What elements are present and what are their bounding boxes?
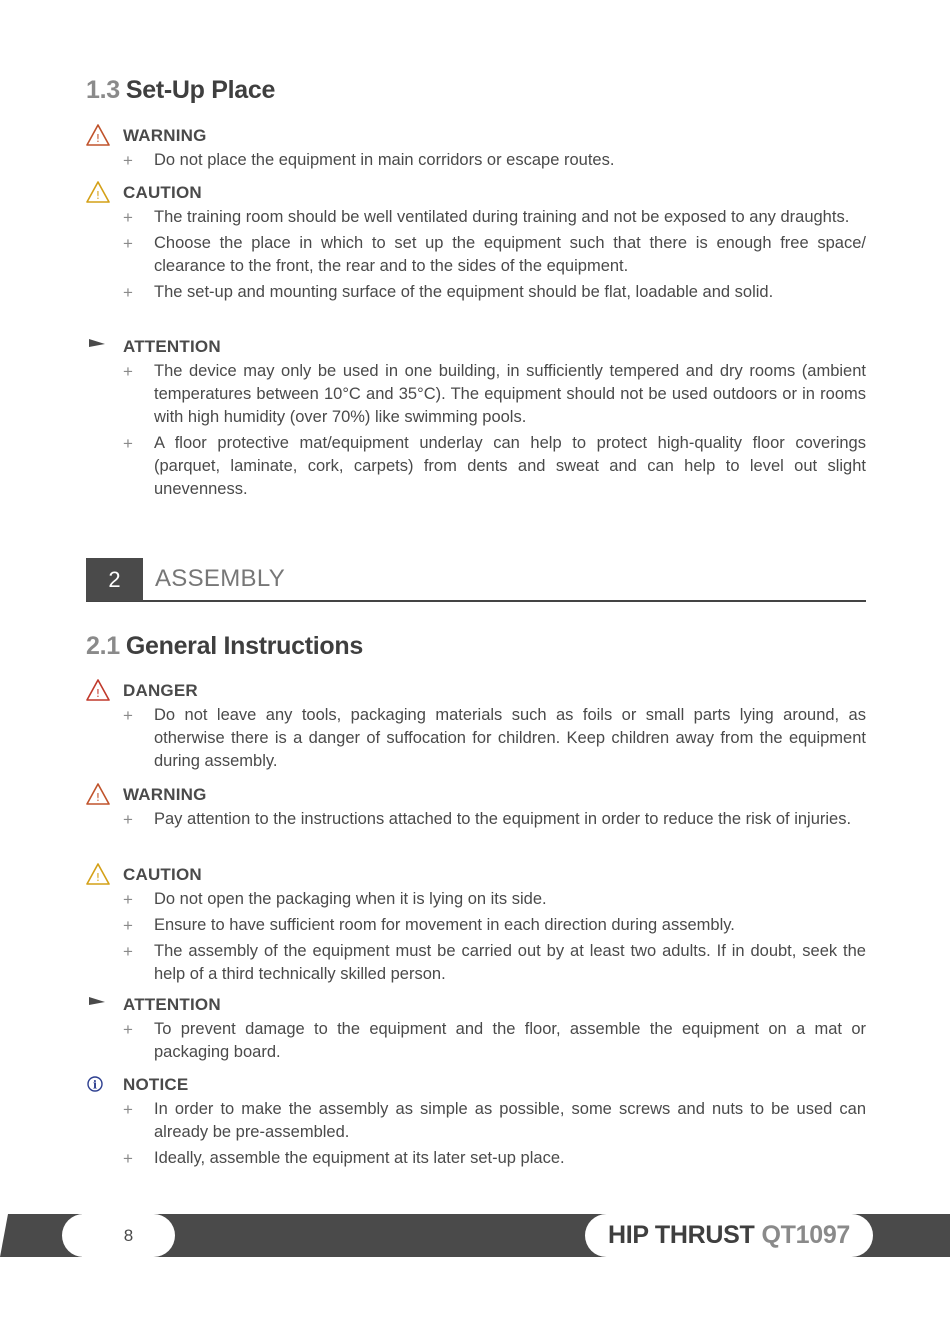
warning-triangle-icon <box>86 783 110 805</box>
plus-icon: + <box>123 362 133 381</box>
list-item: + The assembly of the equipment must be carried out by at least two adults. If in doubt, seek the help of a third technically skilled person. <box>123 942 866 983</box>
list-item: + Do not open the packaging when it is lying on its side. <box>123 890 547 909</box>
svg-text:!: ! <box>95 189 101 202</box>
list-item: + To prevent damage to the equipment and the floor, assemble the equipment on a mat or packaging board. <box>123 1020 866 1061</box>
notice-label: WARNING <box>123 785 207 804</box>
list-item: + Do not leave any tools, packaging materials such as foils or small parts lying around, as otherwise there is a danger of suffocation for children. Keep children away from the equipment during assembly. <box>123 706 866 770</box>
section-number: 1.3 <box>86 76 120 104</box>
plus-icon: + <box>123 283 133 302</box>
plus-icon: + <box>123 234 133 253</box>
bullet-list <box>123 206 866 304</box>
svg-text:!: ! <box>95 871 101 884</box>
product-name: HIP THRUST <box>607 1221 755 1249</box>
section-heading-1-3 <box>86 76 275 105</box>
list-item: + Pay attention to the instructions attached to the equipment in order to reduce the risk of injuries. <box>123 810 852 829</box>
section-heading-2-1 <box>86 632 363 661</box>
warning-triangle-icon <box>86 863 110 885</box>
svg-text:!: ! <box>95 687 101 700</box>
bullet-list <box>123 1018 866 1064</box>
chapter-number: 2 <box>86 558 143 601</box>
bullet-list <box>123 808 866 831</box>
bullet-list <box>123 149 866 172</box>
list-item: + Ensure to have sufficient room for movement in each direction during assembly. <box>123 916 735 935</box>
plus-icon: + <box>123 1100 133 1119</box>
caution-block <box>86 865 866 989</box>
notice-label: WARNING <box>123 126 207 145</box>
bullet-list <box>123 1098 866 1170</box>
svg-text:!: ! <box>95 132 101 145</box>
caution-block <box>86 183 866 307</box>
notice-label: CAUTION <box>123 865 202 884</box>
warning-block <box>86 785 866 834</box>
plus-icon: + <box>123 916 133 935</box>
plus-icon: + <box>123 942 133 961</box>
section-number: 2.1 <box>86 632 120 660</box>
bullet-list <box>123 360 866 501</box>
warning-block <box>86 126 866 175</box>
list-item: + Do not place the equipment in main corridors or escape routes. <box>123 151 615 170</box>
notice-label: ATTENTION <box>123 337 221 356</box>
list-item: + The training room should be well ventilated during training and not be exposed to any draughts. <box>123 208 850 227</box>
notice-label: NOTICE <box>123 1075 189 1094</box>
danger-block <box>86 681 866 776</box>
plus-icon: + <box>123 434 133 453</box>
plus-icon: + <box>123 151 133 170</box>
warning-triangle-icon <box>86 124 110 146</box>
svg-text:!: ! <box>95 791 101 804</box>
flag-pennant-icon <box>86 993 110 1015</box>
list-item: + A floor protective mat/equipment underlay can help to protect high-quality floor coverings (parquet, laminate, cork, carpets) from dents and sweat and can help to level out slight unevenness. <box>123 434 866 498</box>
list-item: + In order to make the assembly as simple as possible, some screws and nuts to be used can already be pre-assembled. <box>123 1100 866 1141</box>
list-item: + Ideally, assemble the equipment at its later set-up place. <box>123 1149 565 1168</box>
info-circle-icon <box>86 1073 110 1095</box>
notice-label: CAUTION <box>123 183 202 202</box>
plus-icon: + <box>123 810 133 829</box>
plus-icon: + <box>123 706 133 725</box>
warning-triangle-icon <box>86 679 110 701</box>
section-title: Set-Up Place <box>125 76 276 104</box>
notice-block <box>86 1075 866 1173</box>
product-title <box>585 1214 873 1257</box>
plus-icon: + <box>123 1149 133 1168</box>
list-item: + The set-up and mounting surface of the equipment should be flat, loadable and solid. <box>123 283 774 302</box>
chapter-header <box>86 558 866 602</box>
product-pill <box>585 1214 873 1257</box>
plus-icon: + <box>123 208 133 227</box>
page-number: 8 <box>123 1225 134 1245</box>
product-code: QT1097 <box>761 1221 851 1249</box>
plus-icon: + <box>123 890 133 909</box>
svg-text:i: i <box>92 1078 98 1092</box>
plus-icon: + <box>123 1020 133 1039</box>
bullet-list <box>123 888 866 986</box>
footer-left-cut <box>0 1214 8 1257</box>
warning-triangle-icon <box>86 181 110 203</box>
chapter-title: ASSEMBLY <box>155 565 286 592</box>
list-item: + The device may only be used in one building, in sufficiently tempered and dry rooms (ambient temperatures between 10°C and 35°C). The equipment should not be used outdoors or in rooms with high humidity (over 70%) like swimming pools. <box>123 362 866 426</box>
section-title: General Instructions <box>125 632 363 660</box>
notice-label: DANGER <box>123 681 198 700</box>
bullet-list <box>123 704 866 773</box>
page-number-pill <box>82 1214 175 1257</box>
attention-block <box>86 337 866 504</box>
flag-pennant-icon <box>86 335 110 357</box>
notice-label: ATTENTION <box>123 995 221 1014</box>
list-item: + Choose the place in which to set up the equipment such that there is enough free space/ clearance to the front, the rear and to the sides of the equipment. <box>123 234 866 275</box>
attention-block <box>86 995 866 1067</box>
